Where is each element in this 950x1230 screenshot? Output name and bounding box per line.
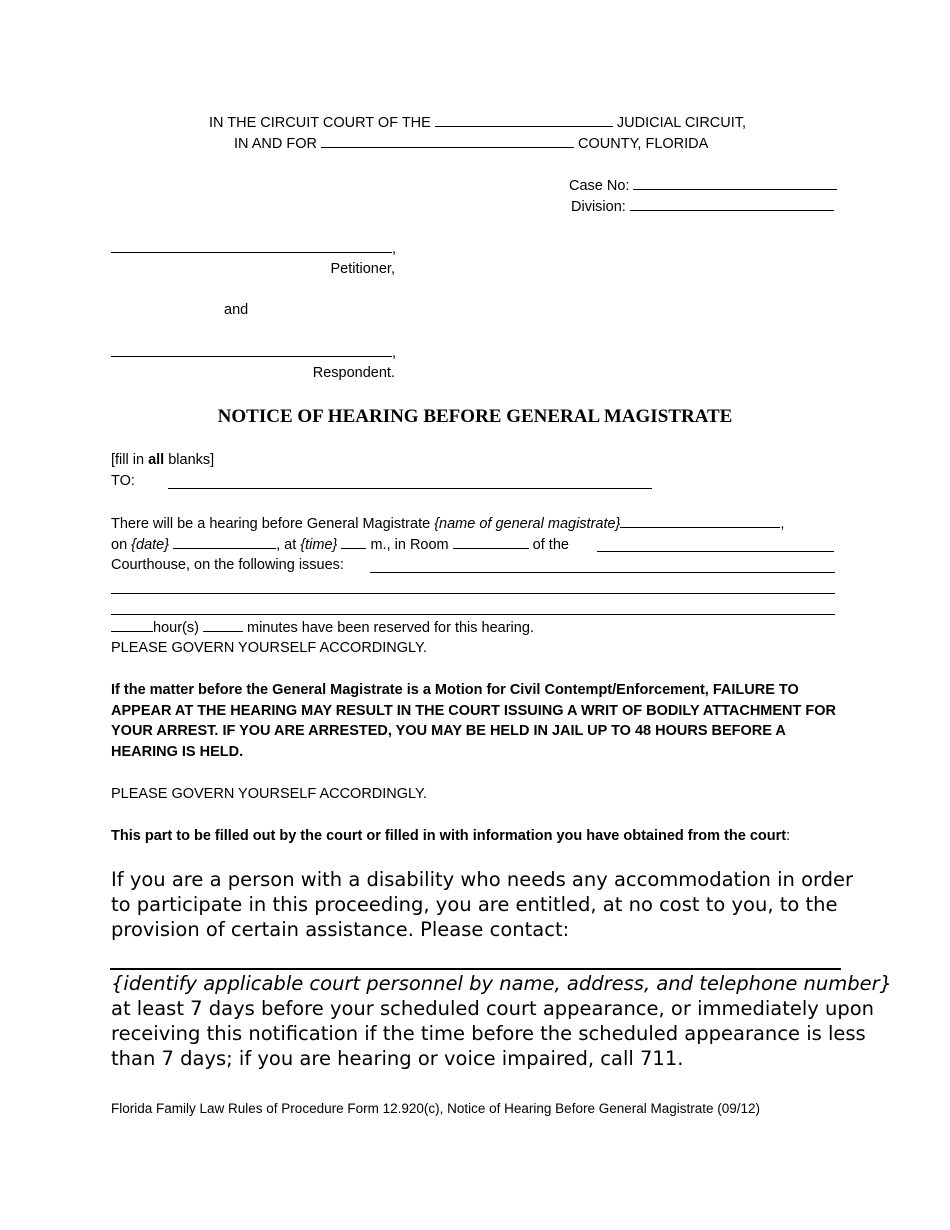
division-blank[interactable] [630,196,834,211]
warning-line-2: APPEAR AT THE HEARING MAY RESULT IN THE COURT ISSUING A WRIT OF BODILY ATTACHMENT FOR [111,703,837,719]
division-row: Division: [571,196,834,218]
date-blank[interactable] [173,534,276,549]
county-blank[interactable] [321,133,574,148]
courthouse-blank[interactable] [597,551,834,552]
court-part-note: This part to be filled out by the court or filled in with information you have obtained from the court: [111,828,791,844]
warning-line-3: YOUR ARREST. IF YOU ARE ARRESTED, YOU MAY BE HELD IN JAIL UP TO 48 HOURS BEFORE A [111,723,786,739]
minutes-blank[interactable] [203,617,243,632]
respondent-label: Respondent. [312,365,395,381]
to-blank[interactable] [168,488,652,489]
respondent-blank[interactable] [111,342,392,357]
case-no-blank[interactable] [633,175,837,190]
room-blank[interactable] [453,534,529,549]
ada-line-7: than 7 days; if you are hearing or voice impaired, call 711. [111,1047,684,1070]
and-label: and [224,302,249,318]
contact-blank-line[interactable] [110,968,841,970]
warning-line-1: If the matter before the General Magistrate is a Motion for Civil Contempt/Enforcement, FAILURE TO [111,682,799,698]
reserved-time-line: hour(s) minutes have been reserved for this hearing. [111,617,534,639]
warning-line-4: HEARING IS HELD. [111,744,244,760]
issues-blank-3[interactable] [111,614,835,615]
ada-line-3: provision of certain assistance. Please contact: [111,918,570,941]
form-footer: Florida Family Law Rules of Procedure Form 12.920(c), Notice of Hearing Before General Magistrate (09/12) [111,1101,761,1116]
court-caption-line1: IN THE CIRCUIT COURT OF THE JUDICIAL CIRCUIT, [209,112,746,134]
issues-blank-2[interactable] [111,593,835,594]
petitioner-label: Petitioner, [330,261,395,277]
ada-line-5: at least 7 days before your scheduled court appearance, or immediately upon [111,997,875,1020]
fill-instruction: [fill in all blanks] [111,452,215,468]
to-label: TO: [111,473,135,489]
petitioner-line: , [111,238,396,260]
time-blank[interactable] [341,534,366,549]
hearing-line-2: on {date} , at {time} m., in Room of the [111,534,569,556]
ada-line-6: receiving this notification if the time before the scheduled appearance is less [111,1022,866,1045]
petitioner-blank[interactable] [111,238,392,253]
ada-line-4: {identify applicable court personnel by name, address, and telephone number} [111,972,893,995]
ada-line-2: to participate in this proceeding, you are entitled, at no cost to you, to the [111,893,838,916]
ada-line-1: If you are a person with a disability who needs any accommodation in order [111,868,854,891]
govern-line-1: PLEASE GOVERN YOURSELF ACCORDINGLY. [111,640,427,656]
circuit-blank[interactable] [435,112,613,127]
document-title: NOTICE OF HEARING BEFORE GENERAL MAGISTRATE [217,406,733,427]
hearing-line-3: Courthouse, on the following issues: [111,557,344,573]
respondent-line: , [111,342,396,364]
hours-blank[interactable] [111,617,153,632]
hearing-line-1: There will be a hearing before General Magistrate {name of general magistrate} , [111,513,784,535]
magistrate-name-blank[interactable] [620,513,780,528]
case-no-row: Case No: [569,175,837,197]
court-caption-line2: IN AND FOR COUNTY, FLORIDA [234,133,708,155]
issues-blank-1[interactable] [370,572,835,573]
govern-line-2: PLEASE GOVERN YOURSELF ACCORDINGLY. [111,786,427,802]
